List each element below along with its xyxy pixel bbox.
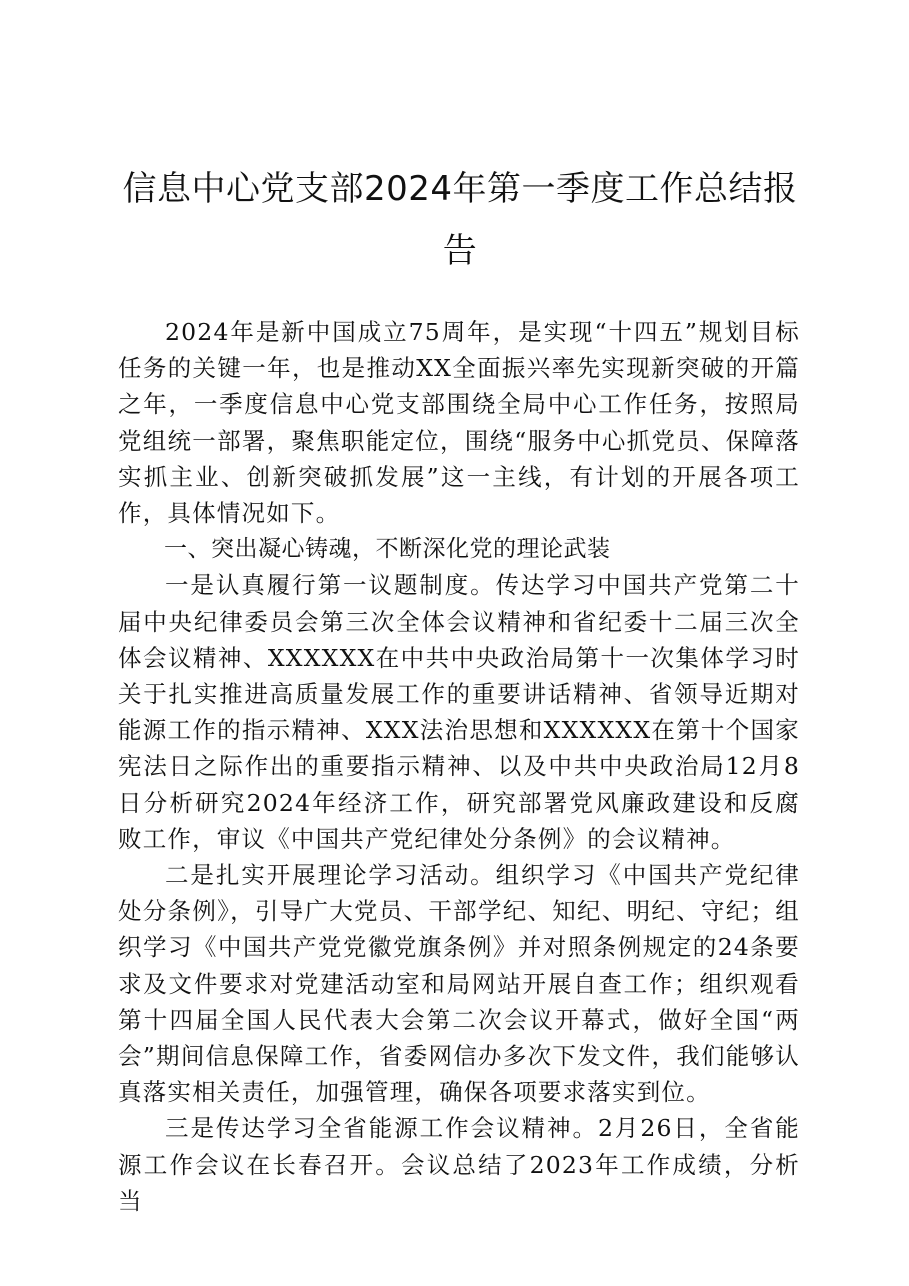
document-title: 信息中心党支部2024年第一季度工作总结报告 xyxy=(122,169,798,271)
intro-paragraph: 2024年是新中国成立75周年，是实现“十四五”规划目标任务的关键一年，也是推动XX全面振兴率先实现新突破的开篇之年，一季度信息中心党支部围绕全局中心工作任务，按照局党组统一部署，聚焦职能定位，围绕“服务中心抓党员、保障落实抓主业、创新突破抓发展”这一主线，有计划的开展各项工作，具体情况如下。 xyxy=(118,318,800,528)
body-paragraph: 三是传达学习全省能源工作会议精神。2月26日，全省能源工作会议在长春召开。会议总结了2023年工作成绩，分析当 xyxy=(118,1114,800,1215)
document-body xyxy=(118,314,800,1219)
section-heading: 一、突出凝心铸魂，不断深化党的理论武装 xyxy=(164,536,611,563)
body-paragraph: 二是扎实开展理论学习活动。组织学习《中国共产党纪律处分条例》，引导广大党员、干部学纪、知纪、明纪、守纪；组织学习《中国共产党党徽党旗条例》并对照条例规定的24条要求及文件要求对党建活动室和局网站开展自查工作；组织观看第十四届全国人民代表大会第二次会议开幕式，做好全国“两会”期间信息保障工作，省委网信办多次下发文件，我们能够认真落实相关责任，加强管理，确保各项要求落实到位。 xyxy=(118,861,800,1107)
body-paragraph: 一是认真履行第一议题制度。传达学习中国共产党第二十届中央纪律委员会第三次全体会议精神和省纪委十二届三次全体会议精神、XXXXXX在中共中央政治局第十一次集体学习时关于扎实推进高质量发展工作的重要讲话精神、省领导近期对能源工作的指示精神、XXX法治思想和XXXXXX在第十个国家宪法日之际作出的重要指示精神、以及中共中央政治局12月8日分析研究2024年经济工作，研究部署党风廉政建设和反腐败工作，审议《中国共产党纪律处分条例》的会议精神。 xyxy=(118,571,800,853)
